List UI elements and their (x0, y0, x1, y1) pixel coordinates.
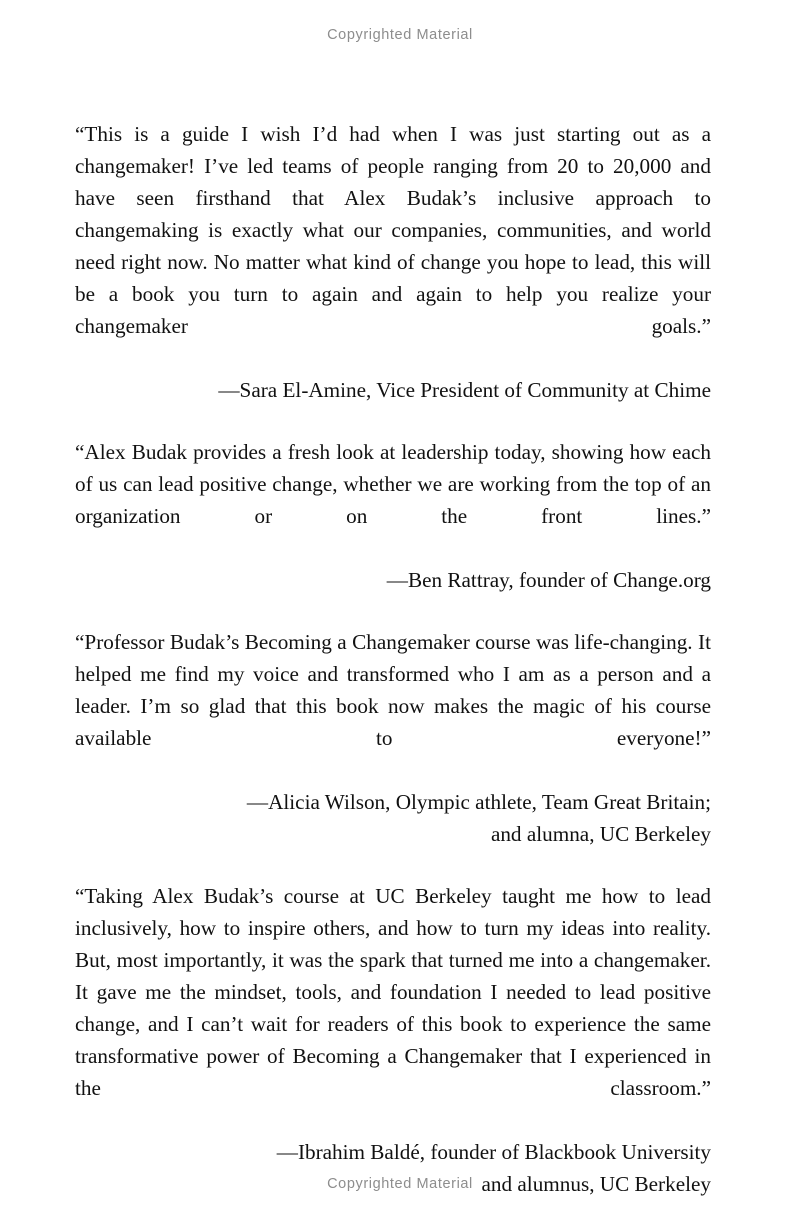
blurb-3 (75, 626, 711, 850)
blurb-attribution (75, 374, 711, 406)
praise-quotes-container (75, 118, 711, 1200)
blurb-4 (75, 880, 711, 1200)
blurb-quote: “This is a guide I wish I’d had when I was just starting out as a changemaker! I’ve led teams of people ranging from 20 to 20,000 and have seen firsthand that Alex Budak’s inclusive approach to changemaking is exactly what our companies, communities, and world need right now. No matter what kind of change you hope to lead, this will be a book you turn to again and again to help you realize your changemaker goals.” (75, 122, 711, 338)
attribution-line: and alumnus, UC Berkeley (481, 1172, 711, 1196)
blurb-quote: “Professor Budak’s Becoming a Changemaker course was life-changing. It helped me find my voice and transformed who I am as a person and a leader. I’m so glad that this book now makes the magic of his course available to everyone!” (75, 630, 711, 750)
blurb-attribution (75, 564, 711, 596)
attribution-line: —Alicia Wilson, Olympic athlete, Team Great Britain; (246, 790, 711, 814)
attribution-line: —Ibrahim Baldé, founder of Blackbook University (276, 1140, 711, 1164)
copyrighted-material-header: Copyrighted Material (327, 27, 473, 43)
copyrighted-material-footer: Copyrighted Material (327, 1176, 473, 1192)
blurb-1 (75, 118, 711, 406)
attribution-line: —Ben Rattray, founder of Change.org (386, 568, 711, 592)
blurb-quote: “Alex Budak provides a fresh look at leadership today, showing how each of us can lead positive change, whether we are working from the top of an organization or on the front lines.” (75, 440, 711, 528)
blurb-2 (75, 436, 711, 596)
attribution-line: —Sara El-Amine, Vice President of Community at Chime (218, 378, 711, 402)
blurb-attribution (75, 786, 711, 850)
attribution-line: and alumna, UC Berkeley (490, 822, 711, 846)
blurb-quote: “Taking Alex Budak’s course at UC Berkeley taught me how to lead inclusively, how to inspire others, and how to turn my ideas into reality. But, most importantly, it was the spark that turned me into a changemaker. It gave me the mindset, tools, and foundation I needed to lead positive change, and I can’t wait for readers of this book to experience the same transformative power of Becoming a Changemaker that I experienced in the classroom.” (75, 884, 711, 1100)
